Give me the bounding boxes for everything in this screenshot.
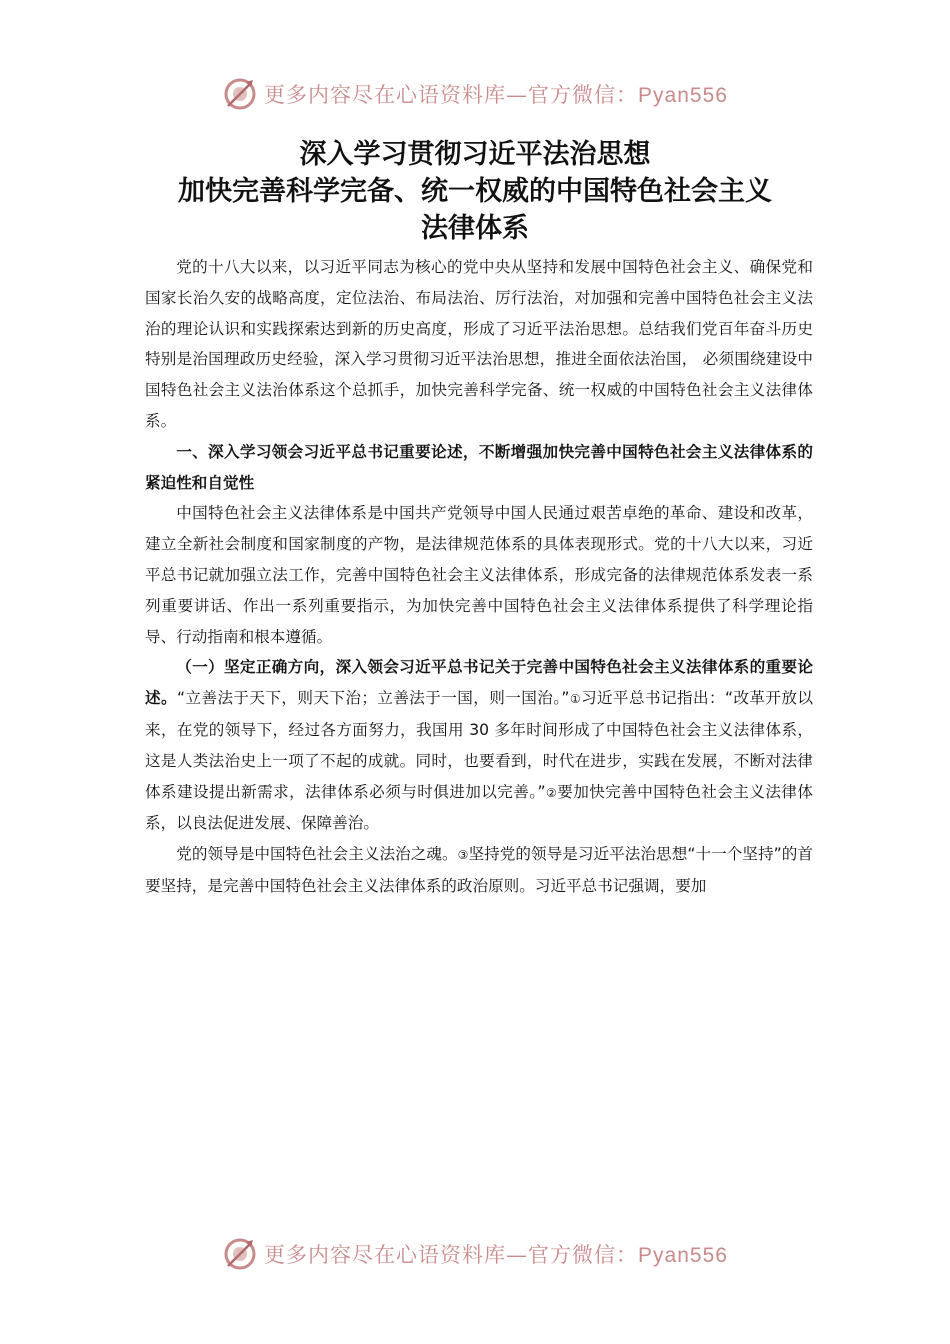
- title-line-1: 深入学习贯彻习近平法治思想: [299, 139, 651, 170]
- watermark-text: 更多内容尽在心语资料库—官方微信：Pyan556: [264, 83, 728, 107]
- watermark-header: [0, 72, 950, 116]
- document-body: [145, 252, 813, 902]
- leadership-text-2: 坚持党的领导是习近平法治思想“十一个坚持”的首要坚持，是完善中国特色社会主义法律体系的政治原则。习近平总书记强调，要加: [145, 845, 813, 895]
- paragraph-intro: 党的十八大以来，以习近平同志为核心的党中央从坚持和发展中国特色社会主义、确保党和国家长治久安的战略高度，定位法治、布局法治、厉行法治，对加强和完善中国特色社会主义法治的理论认识和实践探索达到新的历史高度，形成了习近平法治思想。总结我们党百年奋斗历史特别是治国理政历史经验，深入学习贯彻习近平法治思想，推进全面依法治国， 必须围绕建设中国特色社会主义法治体系这个总抓手，加快完善科学完备、统一权威的中国特色社会主义法律体系。: [145, 258, 813, 430]
- leadership-text: 党的领导是中国特色社会主义法治之魂。: [176, 845, 458, 864]
- quote-text: “立善法于天下，则天下治；立善法于一国，则一国治。”: [176, 689, 570, 708]
- watermark-text: 更多内容尽在心语资料库—官方微信：Pyan556: [264, 1243, 728, 1267]
- title-line-2: 加快完善科学完备、统一权威的中国特色社会主义: [178, 176, 772, 207]
- subsection-heading-1: （一）坚定正确方向，深入领会习近平总书记关于完善中国特色社会主义法律体系的重要论述。: [145, 658, 813, 708]
- watermark-logo-icon: [222, 1236, 258, 1272]
- footnote-marker-1: ①: [569, 692, 582, 707]
- paragraph-legal-system: 中国特色社会主义法律体系是中国共产党领导中国人民通过艰苦卓绝的革命、建设和改革，建立全新社会制度和国家制度的产物，是法律规范体系的具体表现形式。党的十八大以来，习近平总书记就加强立法工作，完善中国特色社会主义法律体系，形成完备的法律规范体系发表一系列重要讲话、作出一系列重要指示，为加快完善中国特色社会主义法律体系提供了科学理论指导、行动指南和根本遵循。: [145, 504, 813, 646]
- paragraph-party-leadership: [145, 839, 813, 902]
- title-line-3: 法律体系: [421, 213, 529, 244]
- footnote-marker-3: ③: [457, 848, 469, 863]
- section-heading-1: 一、深入学习领会习近平总书记重要论述，不断增强加快完善中国特色社会主义法律体系的紧迫性和自觉性: [145, 442, 813, 492]
- quote-text-2: 习近平总书记指出：“改革开放以来，在党的领导下，经过各方面努力，我国用 30 多年时间形成了中国特色社会主义法律体系，这是人类法治史上一项了不起的成就。同时，也要看到，时代在进步，实践在发展，不断对法律体系建设提出新需求，法律体系必须与时俱进加以完善。”: [145, 689, 813, 801]
- watermark-footer: [0, 1232, 950, 1276]
- footnote-marker-2: ②: [545, 785, 558, 800]
- watermark-logo-icon: [222, 76, 258, 112]
- conclusion-text: 要加快完善中国特色社会主义法律体系，以良法促进发展、保障善治。: [145, 782, 814, 833]
- document-title: [60, 136, 890, 247]
- paragraph-subsection-1: [145, 652, 813, 839]
